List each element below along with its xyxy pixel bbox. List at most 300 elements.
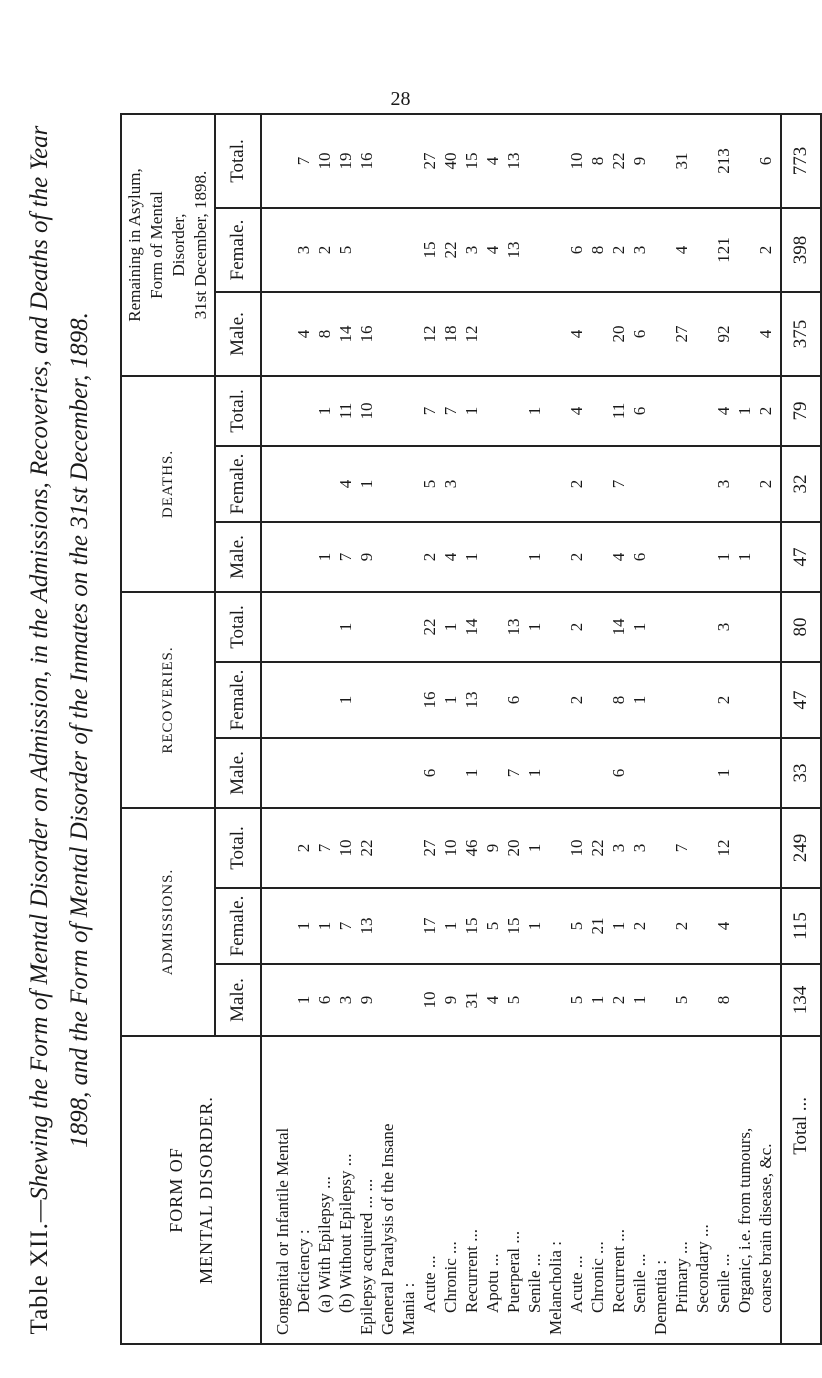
table-cell: 121 [714, 237, 733, 263]
table-cell [398, 209, 419, 291]
table-cell: 1 [462, 552, 481, 562]
table-cell: 2 [567, 695, 586, 705]
table-cell [734, 809, 755, 887]
table-cell [356, 663, 377, 737]
table-cell [545, 447, 566, 521]
admissions-male-column [261, 964, 781, 1036]
table-cell: 7 [315, 843, 334, 853]
table-cell: 3 [630, 245, 649, 255]
table-cell [587, 447, 608, 521]
table-cell: 4 [483, 156, 502, 166]
disorder-table [120, 113, 822, 1345]
table-cell: 22 [609, 152, 628, 170]
table-cell: 6 [756, 156, 775, 166]
table-cell: 14 [336, 325, 355, 343]
table-cell [482, 523, 503, 591]
table-cell [692, 739, 713, 807]
row-label: (b) Without Epilepsy ... [336, 1153, 355, 1313]
table-cell: 22 [420, 618, 439, 636]
table-cell: 4 [483, 995, 502, 1005]
table-cell [734, 447, 755, 521]
table-cell [398, 739, 419, 807]
table-cell: 3 [609, 843, 628, 853]
table-cell [482, 447, 503, 521]
table-cell [272, 663, 293, 737]
table-cell: 4 [714, 406, 733, 416]
table-cell: 8 [315, 329, 334, 339]
row-labels-column [261, 1036, 781, 1344]
table-cell [545, 115, 566, 207]
table-cell [272, 809, 293, 887]
table-cell: 1 [525, 768, 544, 778]
table-cell [377, 809, 398, 887]
table-cell: 16 [420, 691, 439, 709]
table-cell: 1 [735, 406, 754, 416]
deaths-male-column [261, 522, 781, 592]
table-cell [503, 377, 524, 445]
table-cell [272, 523, 293, 591]
table-cell [377, 115, 398, 207]
table-cell: 1 [294, 995, 313, 1005]
table-cell: 4 [483, 245, 502, 255]
table-cell [545, 293, 566, 375]
table-cell [629, 739, 650, 807]
table-cell [545, 523, 566, 591]
table-cell: 5 [420, 479, 439, 489]
table-cell [335, 739, 356, 807]
table-cell [587, 663, 608, 737]
table-cell: 1 [588, 995, 607, 1005]
rotated-table-page [20, 115, 811, 1345]
remaining-header-line2: Form of Mental [147, 191, 166, 299]
table-cell [272, 209, 293, 291]
row-label: Deficiency : [294, 1229, 313, 1313]
table-cell: 3 [714, 479, 733, 489]
table-cell [377, 447, 398, 521]
remaining-total-column [261, 114, 781, 208]
table-cell: 21 [588, 917, 607, 935]
table-cell: 17 [420, 917, 439, 935]
table-cell [482, 663, 503, 737]
table-cell: 2 [420, 552, 439, 562]
row-label: Melancholia : [546, 1241, 565, 1335]
table-cell: 8 [588, 156, 607, 166]
table-cell [293, 523, 314, 591]
table-cell: 6 [630, 329, 649, 339]
form-header-line2: MENTAL DISORDER. [196, 1096, 216, 1284]
table-cell [482, 377, 503, 445]
table-cell: 1 [630, 995, 649, 1005]
table-cell: 1 [630, 695, 649, 705]
table-cell [398, 523, 419, 591]
table-cell: 8 [714, 995, 733, 1005]
table-cell [440, 739, 461, 807]
table-cell [734, 293, 755, 375]
table-cell [377, 663, 398, 737]
table-cell [398, 809, 419, 887]
table-cell: 4 [567, 329, 586, 339]
table-cell [650, 115, 671, 207]
total-deaths-female: 32 [781, 446, 821, 522]
table-cell: 15 [462, 917, 481, 935]
table-cell [587, 523, 608, 591]
row-label: Secondary ... [693, 1224, 712, 1313]
table-cell: 27 [420, 839, 439, 857]
admissions-total-header: Total. [215, 808, 261, 888]
table-cell [692, 809, 713, 887]
row-label: Chronic ... [441, 1241, 460, 1313]
page-number: 28 [390, 88, 411, 110]
table-cell [293, 593, 314, 661]
table-cell [734, 593, 755, 661]
table-cell: 6 [420, 768, 439, 778]
table-cell: 15 [504, 917, 523, 935]
table-cell [524, 293, 545, 375]
table-cell: 4 [336, 479, 355, 489]
totals-row [781, 114, 821, 1344]
total-remaining-total: 773 [781, 114, 821, 208]
table-cell [377, 209, 398, 291]
table-cell [377, 593, 398, 661]
deaths-female-header: Female. [215, 446, 261, 522]
table-cell: 1 [462, 768, 481, 778]
table-cell [755, 739, 776, 807]
table-cell: 3 [630, 843, 649, 853]
table-cell [734, 889, 755, 963]
caption-lead: Table XII. [26, 1222, 53, 1335]
table-cell [650, 739, 671, 807]
deaths-header: DEATHS. [121, 376, 215, 592]
form-header-line1: FORM OF [166, 1147, 186, 1233]
table-cell: 31 [672, 152, 691, 170]
table-cell [293, 377, 314, 445]
table-cell: 5 [336, 245, 355, 255]
table-cell [524, 965, 545, 1035]
table-cell [377, 889, 398, 963]
table-cell [587, 593, 608, 661]
table-cell [398, 965, 419, 1035]
table-cell [692, 115, 713, 207]
table-cell: 9 [357, 995, 376, 1005]
table-cell [734, 739, 755, 807]
table-cell [671, 377, 692, 445]
table-cell: 20 [504, 839, 523, 857]
table-cell [734, 965, 755, 1035]
table-cell: 10 [567, 152, 586, 170]
table-cell: 1 [294, 921, 313, 931]
table-cell [734, 663, 755, 737]
table-cell [398, 377, 419, 445]
table-cell: 1 [315, 552, 334, 562]
table-cell: 14 [462, 618, 481, 636]
total-admissions-total: 249 [781, 808, 821, 888]
table-cell [461, 447, 482, 521]
table-cell: 10 [441, 839, 460, 857]
table-cell: 13 [462, 691, 481, 709]
table-cell: 7 [336, 921, 355, 931]
row-label: Recurrent ... [462, 1228, 481, 1313]
row-label: Senile ... [630, 1253, 649, 1313]
table-cell: 5 [567, 995, 586, 1005]
remaining-total-header: Total. [215, 114, 261, 208]
table-cell [503, 447, 524, 521]
table-cell: 10 [336, 839, 355, 857]
table-cell: 5 [672, 995, 691, 1005]
table-cell: 12 [714, 839, 733, 857]
table-cell [650, 523, 671, 591]
table-cell: 2 [567, 552, 586, 562]
table-cell: 22 [588, 839, 607, 857]
table-cell: 92 [714, 325, 733, 343]
table-cell [755, 593, 776, 661]
recoveries-total-column [261, 592, 781, 662]
table-cell: 22 [357, 839, 376, 857]
remaining-header-line1: Remaining in Asylum, [125, 168, 144, 322]
table-cell [524, 209, 545, 291]
row-label: Senile ... [525, 1253, 544, 1313]
totals-label: Total ... [781, 1036, 821, 1344]
deaths-male-header: Male. [215, 522, 261, 592]
table-cell: 3 [441, 479, 460, 489]
table-cell: 1 [525, 622, 544, 632]
recoveries-male-header: Male. [215, 738, 261, 808]
table-cell [377, 523, 398, 591]
table-cell: 10 [315, 152, 334, 170]
table-cell [650, 663, 671, 737]
table-cell [272, 447, 293, 521]
table-cell: 14 [609, 618, 628, 636]
row-label: Acute ... [420, 1255, 439, 1313]
table-cell [356, 739, 377, 807]
table-cell [272, 739, 293, 807]
table-cell: 1 [441, 695, 460, 705]
total-deaths-total: 79 [781, 376, 821, 446]
table-cell [398, 889, 419, 963]
table-cell [398, 447, 419, 521]
remaining-female-header: Female. [215, 208, 261, 292]
table-cell: 10 [420, 991, 439, 1009]
table-cell: 2 [609, 245, 628, 255]
table-cell: 40 [441, 152, 460, 170]
table-cell [692, 663, 713, 737]
table-cell [272, 965, 293, 1035]
table-cell [272, 377, 293, 445]
table-cell: 4 [714, 921, 733, 931]
table-cell: 15 [462, 152, 481, 170]
table-cell: 8 [609, 695, 628, 705]
table-cell: 22 [441, 241, 460, 259]
table-cell: 7 [336, 552, 355, 562]
total-admissions-male: 134 [781, 964, 821, 1036]
table-cell [503, 293, 524, 375]
table-cell: 1 [525, 406, 544, 416]
table-cell: 20 [609, 325, 628, 343]
table-cell: 3 [336, 995, 355, 1005]
table-cell [272, 293, 293, 375]
table-cell: 2 [756, 245, 775, 255]
row-label: coarse brain disease, &c. [756, 1143, 775, 1313]
table-cell [671, 523, 692, 591]
table-cell: 1 [525, 843, 544, 853]
table-cell [482, 293, 503, 375]
table-cell [734, 209, 755, 291]
table-cell: 3 [462, 245, 481, 255]
table-cell [356, 209, 377, 291]
table-cell [692, 293, 713, 375]
table-cell: 1 [714, 552, 733, 562]
table-cell: 3 [714, 622, 733, 632]
table-cell: 3 [294, 245, 313, 255]
table-cell: 4 [672, 245, 691, 255]
table-cell: 31 [462, 991, 481, 1009]
recoveries-female-column [261, 662, 781, 738]
table-cell [314, 739, 335, 807]
table-cell [692, 593, 713, 661]
table-cell [650, 965, 671, 1035]
table-cell [545, 663, 566, 737]
table-cell: 13 [357, 917, 376, 935]
table-cell: 1 [609, 921, 628, 931]
row-label: Puerperal ... [504, 1230, 523, 1313]
recoveries-male-column [261, 738, 781, 808]
table-cell [482, 593, 503, 661]
admissions-female-header: Female. [215, 888, 261, 964]
table-cell: 13 [504, 618, 523, 636]
table-cell: 4 [756, 329, 775, 339]
table-cell: 10 [567, 839, 586, 857]
table-cell: 2 [567, 479, 586, 489]
table-cell: 11 [336, 402, 355, 420]
table-cell: 1 [714, 768, 733, 778]
total-recoveries-female: 47 [781, 662, 821, 738]
table-cell: 19 [336, 152, 355, 170]
table-cell [545, 889, 566, 963]
row-label: Organic, i.e. from tumours, [735, 1127, 754, 1313]
table-cell: 6 [567, 245, 586, 255]
table-cell [482, 739, 503, 807]
remaining-male-column [261, 292, 781, 376]
table-cell [503, 523, 524, 591]
row-label: General Paralysis of the Insane [378, 1123, 397, 1335]
table-cell: 12 [420, 325, 439, 343]
table-cell [398, 293, 419, 375]
caption-text: —Shewing the Form of Mental Disorder on Admission, in the Admissions, Recoveries, and Deaths of the Year 1898, and the Form of Mental Disorder of the Inmates on the 31st December, 1898. [26, 125, 93, 1223]
table-cell [692, 965, 713, 1035]
table-cell: 9 [357, 552, 376, 562]
table-cell [587, 293, 608, 375]
table-cell: 5 [504, 995, 523, 1005]
table-cell: 6 [504, 695, 523, 705]
table-cell [755, 965, 776, 1035]
admissions-male-header: Male. [215, 964, 261, 1036]
table-cell: 4 [294, 329, 313, 339]
table-cell [314, 447, 335, 521]
table-cell [272, 593, 293, 661]
table-cell [734, 115, 755, 207]
table-cell [293, 447, 314, 521]
table-cell [398, 593, 419, 661]
table-cell: 5 [567, 921, 586, 931]
admissions-total-column [261, 808, 781, 888]
table-cell [377, 293, 398, 375]
table-cell: 46 [462, 839, 481, 857]
table-cell: 16 [357, 152, 376, 170]
table-cell [671, 663, 692, 737]
table-cell [692, 377, 713, 445]
table-cell: 5 [483, 921, 502, 931]
remaining-header [121, 114, 215, 376]
table-cell: 6 [315, 995, 334, 1005]
table-cell [650, 377, 671, 445]
table-cell: 2 [609, 995, 628, 1005]
table-cell [545, 209, 566, 291]
table-cell [293, 739, 314, 807]
table-cell: 7 [609, 479, 628, 489]
table-cell: 7 [672, 843, 691, 853]
table-cell [755, 523, 776, 591]
table-cell: 27 [420, 152, 439, 170]
table-cell: 1 [462, 406, 481, 416]
deaths-total-header: Total. [215, 376, 261, 446]
table-cell: 11 [609, 402, 628, 420]
table-cell: 1 [441, 622, 460, 632]
admissions-header: ADMISSIONS. [121, 808, 215, 1036]
row-label: Dementia : [651, 1259, 670, 1335]
row-label: Acute ... [567, 1255, 586, 1313]
table-cell [650, 209, 671, 291]
table-cell: 1 [336, 622, 355, 632]
table-cell: 15 [420, 241, 439, 259]
table-cell [650, 593, 671, 661]
table-cell: 9 [483, 843, 502, 853]
table-cell [545, 377, 566, 445]
row-label: (a) With Epilepsy ... [315, 1176, 334, 1313]
table-cell: 4 [567, 406, 586, 416]
total-remaining-female: 398 [781, 208, 821, 292]
table-cell [314, 663, 335, 737]
remaining-header-line3: Disorder, [169, 213, 188, 277]
row-label: Chronic ... [588, 1241, 607, 1313]
table-cell [692, 209, 713, 291]
table-cell [650, 809, 671, 887]
table-cell: 9 [441, 995, 460, 1005]
table-cell [692, 523, 713, 591]
table-cell [545, 593, 566, 661]
table-cell: 13 [504, 241, 523, 259]
table-cell: 16 [357, 325, 376, 343]
table-cell: 1 [525, 552, 544, 562]
table-cell [671, 593, 692, 661]
table-cell: 1 [336, 695, 355, 705]
row-label: Congenital or Infantile Mental [273, 1127, 292, 1335]
table-cell: 1 [315, 406, 334, 416]
table-cell: 13 [504, 152, 523, 170]
table-cell: 27 [672, 325, 691, 343]
form-header [121, 1036, 261, 1344]
table-cell: 1 [525, 921, 544, 931]
table-cell [356, 593, 377, 661]
table-cell: 6 [630, 406, 649, 416]
table-cell: 2 [756, 406, 775, 416]
row-label: Mania : [399, 1282, 418, 1335]
table-cell [314, 593, 335, 661]
table-cell [755, 809, 776, 887]
table-cell [398, 115, 419, 207]
table-cell [524, 447, 545, 521]
deaths-total-column [261, 376, 781, 446]
table-cell: 2 [567, 622, 586, 632]
recoveries-header: RECOVERIES. [121, 592, 215, 808]
